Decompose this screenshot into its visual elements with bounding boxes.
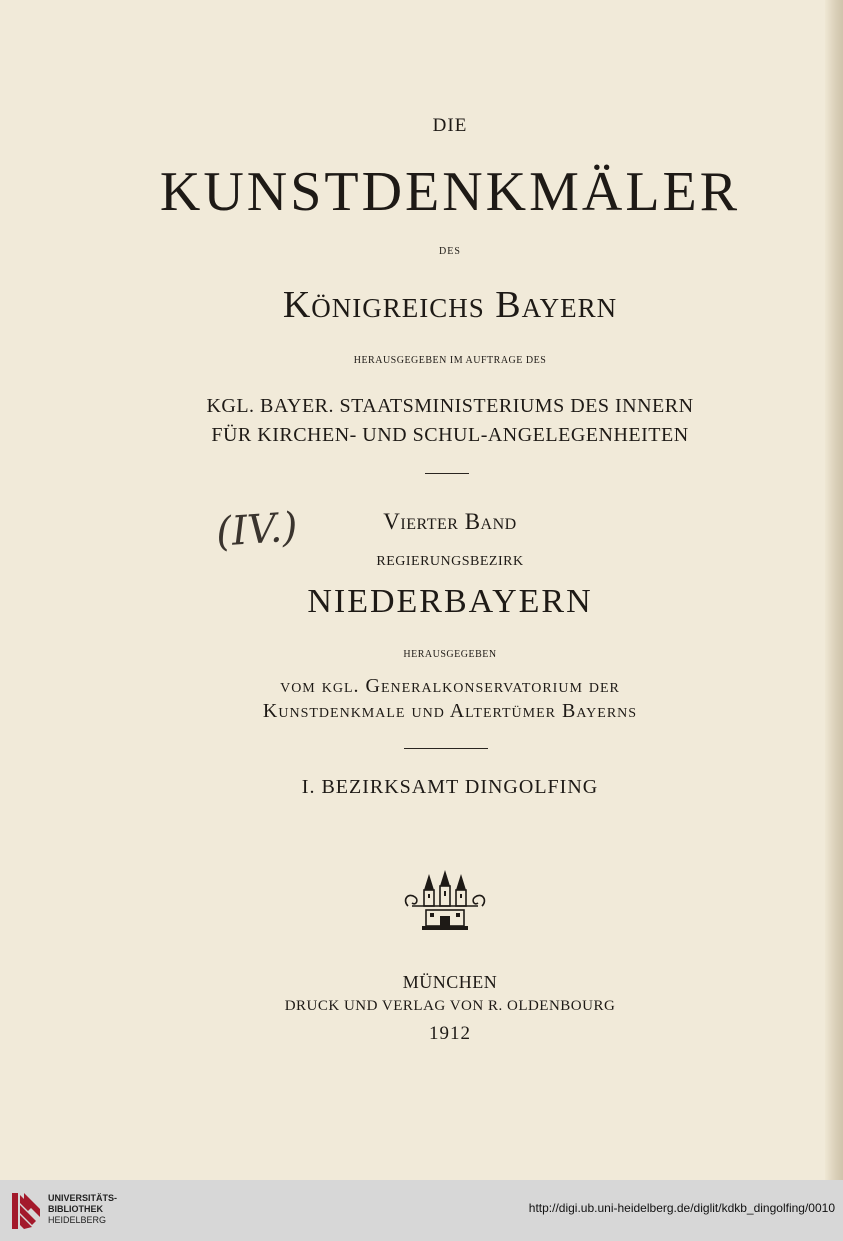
heading-des: DES	[439, 246, 461, 257]
logo-line-2: BIBLIOTHEK	[48, 1204, 103, 1214]
heading-die: DIE	[432, 115, 468, 136]
district-title: I. BEZIRKSAMT DINGOLFING	[301, 776, 599, 798]
logo-line-3: HEIDELBERG	[48, 1215, 107, 1225]
conservatory-line-2: Kunstdenkmale und Altertümer Bayerns	[262, 700, 638, 722]
viewer-footer-bar	[0, 1180, 843, 1241]
ministry-line-1: KGL. BAYER. STAATSMINISTERIUMS DES INNERN	[206, 395, 694, 417]
main-title: KUNSTDENKMÄLER	[159, 161, 741, 223]
regierungsbezirk-label: REGIERUNGSBEZIRK	[376, 554, 524, 569]
divider-short	[425, 473, 469, 474]
herausgegeben-label: HERAUSGEGEBEN	[403, 649, 497, 660]
volume-title: Vierter Band	[383, 509, 517, 534]
logo-line-1: UNIVERSITÄTS-	[48, 1193, 118, 1203]
region-title: NIEDERBAYERN	[307, 583, 593, 620]
handwritten-volume-note: (IV.)	[214, 504, 300, 556]
conservatory-line-1: vom kgl. Generalkonservatorium der	[280, 675, 620, 697]
publisher-line: DRUCK UND VERLAG VON R. OLDENBOURG	[284, 998, 616, 1014]
kingdom-title: Königreichs Bayern	[282, 284, 618, 326]
library-logo-icon[interactable]	[10, 1191, 44, 1231]
divider-long	[404, 748, 488, 749]
ministry-line-2: FÜR KIRCHEN- UND SCHUL-ANGELEGENHEITEN	[211, 424, 689, 446]
permalink-url[interactable]: http://digi.ub.uni-heidelberg.de/diglit/kdkb_dingolfing/0010	[528, 1201, 835, 1215]
castle-emblem-icon	[402, 866, 488, 934]
city-name: MÜNCHEN	[402, 972, 498, 992]
library-logo-text	[48, 1193, 117, 1226]
publication-year: 1912	[429, 1023, 471, 1044]
herausgegeben-auftrage-line: HERAUSGEGEBEN IM AUFTRAGE DES	[353, 355, 547, 366]
